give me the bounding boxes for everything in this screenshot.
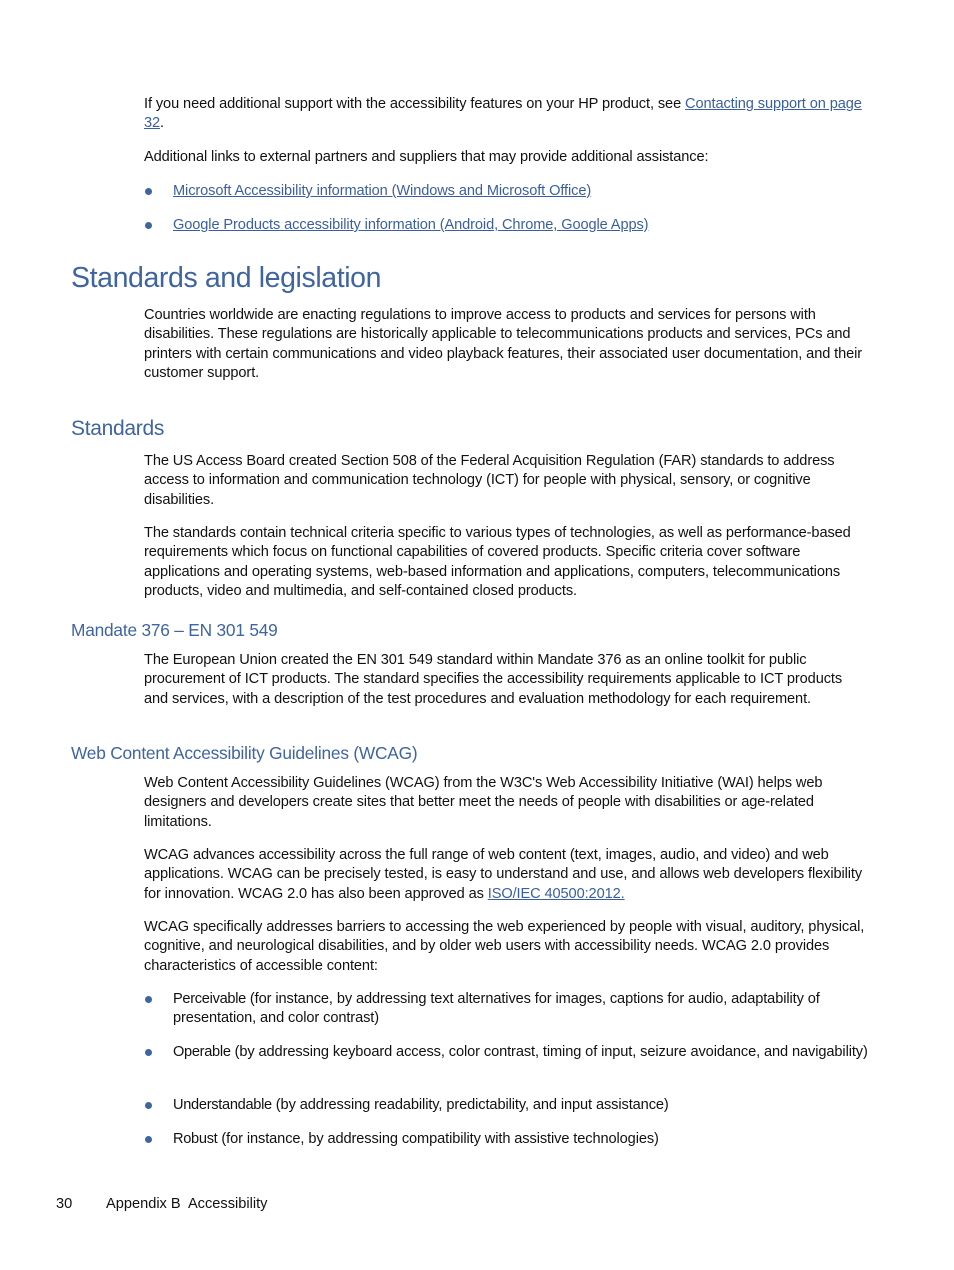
wcag-term: Robust bbox=[173, 1131, 218, 1147]
mandate-paragraph: The European Union created the EN 301 549 standard within Mandate 376 as an online toolkit for public procurement of ICT products. The standard specifies the accessibility requirements applicable to ICT products and services, with a description of the test procedures and evaluation methodology for each requirement. bbox=[144, 652, 843, 707]
google-accessibility-link[interactable]: Google Products accessibility information (Android, Chrome, Google Apps) bbox=[173, 217, 649, 233]
iso-iec-link[interactable]: ISO/IEC 40500:2012. bbox=[487, 885, 625, 902]
support-text: If you need additional support with the accessibility features on your HP product, see bbox=[144, 96, 686, 112]
standards-paragraph-2: The standards contain technical criteria specific to various types of technologies, as well as performance-based requirements which focus on functional capabilities of covered products. Specific criteria cover software applications and operating systems, web-based information and applications, computers, telecommunications products, video and multimedia, and self-contained closed products. bbox=[144, 525, 851, 599]
wcag-paragraph-2 bbox=[144, 846, 866, 904]
standards-legislation-heading: Standards and legislation bbox=[71, 262, 382, 294]
page-number: 30 bbox=[56, 1196, 73, 1212]
mandate-heading: Mandate 376 – EN 301 549 bbox=[71, 620, 278, 640]
wcag-item-text: (for instance, by addressing compatibility with assistive technologies) bbox=[217, 1131, 659, 1147]
microsoft-accessibility-link[interactable]: Microsoft Accessibility information (Windows and Microsoft Office) bbox=[173, 183, 592, 199]
wcag-term: Operable bbox=[173, 1044, 231, 1060]
wcag-item-perceivable bbox=[173, 990, 873, 1029]
bullet-icon bbox=[144, 990, 154, 1009]
wcag-item-text: (by addressing readability, predictability, and input assistance) bbox=[271, 1097, 669, 1113]
bullet-icon bbox=[144, 1043, 154, 1062]
link-list-item bbox=[173, 216, 873, 235]
wcag-item-text: (by addressing keyboard access, color contrast, timing of input, seizure avoidance, and navigability) bbox=[230, 1044, 868, 1060]
wcag-paragraph-1: Web Content Accessibility Guidelines (WCAG) from the W3C's Web Accessibility Initiative (WAI) helps web designers and developers create sites that better meet the needs of people with disabilities or age-related limitations. bbox=[144, 775, 823, 830]
wcag-heading: Web Content Accessibility Guidelines (WCAG) bbox=[71, 743, 418, 763]
bullet-icon bbox=[144, 1096, 154, 1115]
bullet-icon bbox=[144, 216, 154, 235]
wcag-term: Understandable bbox=[173, 1097, 272, 1113]
wcag-paragraph-3: WCAG specifically addresses barriers to accessing the web experienced by people with visual, auditory, physical, cognitive, and neurological disabilities, and by older web users with accessibility needs. WCAG 2.0 provides characteristics of accessible content: bbox=[144, 919, 865, 974]
bullet-icon bbox=[144, 182, 154, 201]
support-suffix: . bbox=[160, 115, 165, 132]
support-paragraph bbox=[144, 95, 866, 134]
wcag-paragraph-2-text: WCAG advances accessibility across the full range of web content (text, images, audio, and video) and web applications. WCAG can be precisely tested, is easy to understand and use, and allows web developers flexibility for innovation. WCAG 2.0 has also been approved as bbox=[144, 847, 863, 902]
wcag-item-robust bbox=[173, 1130, 873, 1149]
wcag-item-text: (for instance, by addressing text alternatives for images, captions for audio, adaptability of presentation, and color contrast) bbox=[173, 991, 820, 1027]
external-links-intro: Additional links to external partners and suppliers that may provide additional assistance: bbox=[144, 149, 709, 165]
bullet-icon bbox=[144, 1130, 154, 1149]
wcag-item-understandable bbox=[173, 1096, 873, 1115]
contacting-support-link[interactable]: Contacting support on page 32 bbox=[144, 96, 862, 132]
link-list-item bbox=[173, 182, 873, 201]
standards-legislation-body: Countries worldwide are enacting regulations to improve access to products and services for persons with disabilities. These regulations are historically applicable to telecommunications products and services, PCs and printers with certain communications and video playback features, their associated user documentation, and their customer support. bbox=[144, 307, 863, 381]
wcag-item-operable bbox=[173, 1043, 873, 1062]
standards-paragraph-1: The US Access Board created Section 508 of the Federal Acquisition Regulation (FAR) standards to address access to information and communication technology (ICT) for people with physical, sensory, or cognitive disabilities. bbox=[144, 453, 835, 508]
footer-section-title: Appendix B Accessibility bbox=[106, 1196, 268, 1212]
standards-heading: Standards bbox=[71, 417, 165, 440]
wcag-term: Perceivable bbox=[173, 991, 246, 1007]
